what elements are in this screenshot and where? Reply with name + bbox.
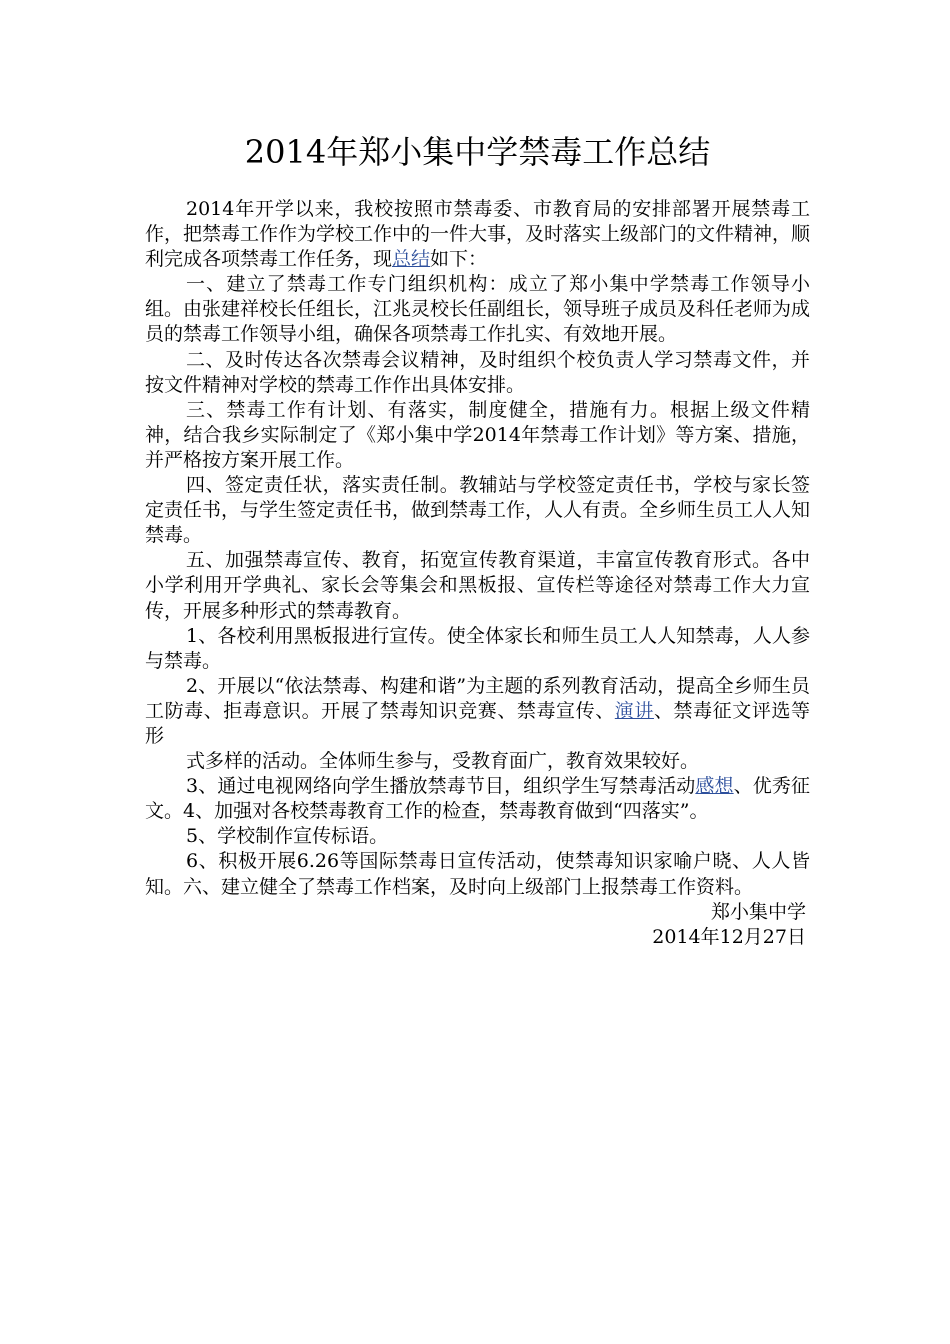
paragraph-text: 6、积极开展6.26等国际禁毒日宣传活动，使禁毒知识家喻户晓、人人皆知。六、建立健全了禁毒工作档案，及时向上级部门上报禁毒工作资料。 (145, 850, 810, 898)
paragraph (145, 272, 810, 347)
paragraph (145, 849, 810, 899)
paragraph-text: 1、各校利用黑板报进行宣传。使全体家长和师生员工人人知禁毒，人人参与禁毒。 (145, 624, 810, 672)
paragraph (145, 348, 810, 398)
paragraph (145, 774, 810, 824)
paragraph-text: 一、建立了禁毒工作专门组织机构：成立了郑小集中学禁毒工作领导小组。由张建祥校长任组长，江兆灵校长任副组长，领导班子成员及科任老师为成员的禁毒工作领导小组，确保各项禁毒工作扎实、有效地开展。 (145, 273, 811, 346)
paragraph-text: 五、加强禁毒宣传、教育，拓宽宣传教育渠道，丰富宣传教育形式。各中小学利用开学典礼、家长会等集会和黑板报、宣传栏等途径对禁毒工作大力宣传，开展多种形式的禁毒教育。 (145, 549, 810, 622)
paragraph-text: 、优秀征文。4、加强对各校禁毒教育工作的检查，禁毒教育做到“四落实”。 (145, 775, 810, 823)
inline-link[interactable]: 感想 (695, 775, 734, 798)
paragraph (145, 197, 810, 272)
document-body (145, 197, 810, 950)
paragraph (145, 398, 810, 473)
inline-link[interactable]: 总结 (392, 248, 431, 271)
paragraph (145, 674, 810, 749)
signature-date: 2014年12月27日 (652, 925, 806, 948)
paragraph-text: 四、签定责任状，落实责任制。教辅站与学校签定责任书，学校与家长签定责任书，与学生签定责任书，做到禁毒工作，人人有责。全乡师生员工人人知禁毒。 (145, 474, 811, 547)
paragraph-text: 3、通过电视网络向学生播放禁毒节目，组织学生写禁毒活动 (186, 775, 696, 798)
paragraph-text: 、禁毒征文评选等形 (145, 699, 810, 747)
paragraph-text: 三、禁毒工作有计划、有落实，制度健全，措施有力。根据上级文件精神，结合我乡实际制定了《郑小集中学2014年禁毒工作计划》等方案、措施，并严格按方案开展工作。 (145, 398, 810, 471)
signature-school: 郑小集中学 (710, 900, 806, 923)
document-title: 2014年郑小集中学禁毒工作总结 (244, 133, 711, 171)
paragraph (145, 624, 810, 674)
paragraph-text: 5、学校制作宣传标语。 (186, 825, 389, 848)
inline-link[interactable]: 演讲 (614, 699, 654, 722)
paragraph-text: 如下： (430, 248, 488, 271)
paragraph-text: 2014年开学以来，我校按照市禁毒委、市教育局的安排部署开展禁毒工作，把禁毒工作作为学校工作中的一件大事，及时落实上级部门的文件精神，顺利完成各项禁毒工作任务，现 (145, 198, 811, 271)
paragraph-list (145, 197, 810, 900)
paragraph-text: 2、开展以“依法禁毒、构建和谐”为主题的系列教育活动，提高全乡师生员工防毒、拒毒意识。开展了禁毒知识竞赛、禁毒宣传、 (145, 674, 810, 722)
paragraph (145, 548, 810, 623)
paragraph (145, 749, 810, 774)
paragraph (145, 473, 810, 548)
paragraph-text: 二、及时传达各次禁毒会议精神，及时组织个校负责人学习禁毒文件，并按文件精神对学校的禁毒工作作出具体安排。 (145, 348, 810, 396)
paragraph (145, 824, 810, 849)
paragraph-text: 式多样的活动。全体师生参与，受教育面广，教育效果较好。 (186, 750, 700, 773)
